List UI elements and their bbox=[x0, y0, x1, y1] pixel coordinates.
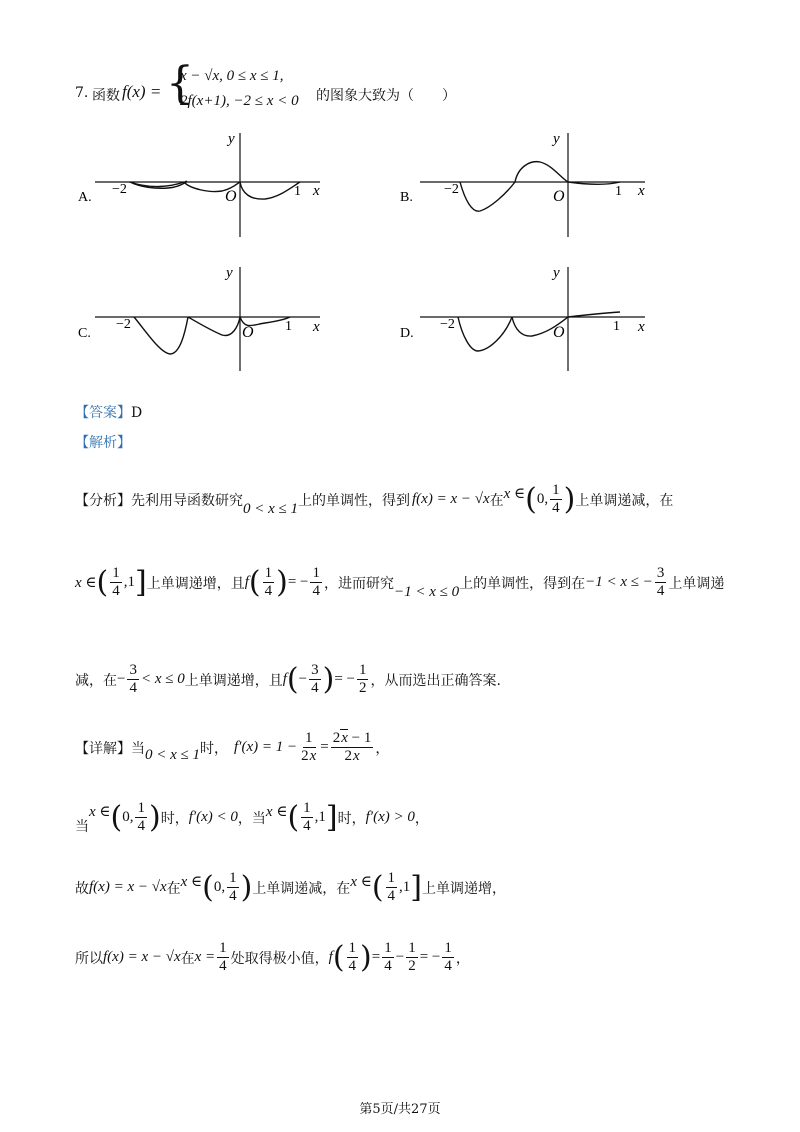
fenxi-math: −1 < x ≤ 0 bbox=[393, 584, 460, 600]
xiangjie-math: f′(x) = 1 − bbox=[234, 739, 298, 755]
xiangjie-line-2: 当 x ∈ ( 0, $\frac{1}{4}$ ) 时， f′(x) < 0 ，当 x ∈ ( $\frac{1}{4}$ ,1 ] 时， f′(x) > 0 ， bbox=[75, 799, 429, 835]
xiangjie-text: 时， bbox=[337, 810, 366, 827]
xiangjie-math: f(x) = x − √x bbox=[103, 949, 181, 965]
xiangjie-text: 上单调递增， bbox=[422, 880, 507, 897]
fenxi-text: ，从而选出正确答案. bbox=[370, 672, 501, 689]
options-graphs bbox=[60, 125, 760, 375]
fenxi-text: 在 bbox=[489, 492, 504, 509]
svg-text:x: x bbox=[638, 319, 645, 335]
svg-text:y: y bbox=[226, 265, 233, 281]
svg-text:1: 1 bbox=[285, 319, 292, 334]
xiangjie-text: 处取得极小值， bbox=[230, 950, 329, 967]
xiangjie-text: 上单调递减，在 bbox=[252, 880, 351, 897]
fenxi-text: 上的单调性，得到 bbox=[298, 492, 411, 509]
svg-text:x: x bbox=[313, 183, 320, 199]
fenxi-math: < x ≤ 0 bbox=[140, 671, 185, 687]
fenxi-tag: 【分析】 bbox=[75, 492, 131, 509]
fenxi-line-1: 【分析】 先利用导函数研究 0 < x ≤ 1 上的单调性，得到 f(x) = x − √x 在 x ∈ ( 0, $\frac{1}{4}$ ) 上单调递减，在 bbox=[75, 481, 674, 517]
function-name: f(x) = bbox=[122, 82, 162, 101]
svg-text:y: y bbox=[228, 131, 235, 147]
xiangjie-tag: 【详解】 bbox=[75, 740, 131, 757]
svg-text:O: O bbox=[553, 324, 565, 341]
xiangjie-math: f′(x) > 0 bbox=[365, 809, 415, 825]
piecewise-brace: { bbox=[166, 58, 194, 109]
svg-text:D.: D. bbox=[400, 326, 414, 341]
svg-text:−2: −2 bbox=[444, 182, 459, 197]
fenxi-text: 上单调递增，且 bbox=[184, 672, 283, 689]
xiangjie-text: ，当 bbox=[237, 810, 266, 827]
svg-text:O: O bbox=[225, 188, 237, 205]
fenxi-math: −1 < x ≤ − bbox=[585, 574, 653, 590]
answer-tag: 【答案】 bbox=[75, 405, 131, 421]
xiangjie-text: ， bbox=[455, 950, 470, 967]
xiangjie-text: 在 bbox=[180, 950, 195, 967]
svg-text:O: O bbox=[242, 324, 254, 341]
xiangjie-line-4: 所以 f(x) = x − √x 在 x = $\frac{1}{4}$ 处取得极小值， f ( $\frac{1}{4}$ ) = $\frac{1}{4}$ − $\frac{1}{2}$ = − $\frac{1}{4}$ ， bbox=[75, 939, 470, 975]
option-d-graph bbox=[400, 265, 645, 371]
answer-line bbox=[75, 402, 142, 422]
option-a-graph bbox=[78, 131, 320, 237]
fenxi-math: x ∈ bbox=[503, 486, 526, 502]
analysis-tag: 【解析】 bbox=[75, 435, 131, 451]
question-number: 7. bbox=[75, 85, 89, 101]
xiangjie-text: 在 bbox=[166, 880, 181, 897]
piece-2: 2f(x+1), −2 ≤ x < 0 bbox=[180, 93, 299, 109]
fenxi-text: 减，在 bbox=[75, 672, 117, 689]
svg-text:A.: A. bbox=[78, 190, 92, 205]
option-c-graph bbox=[78, 265, 320, 371]
svg-text:x: x bbox=[313, 319, 320, 335]
svg-text:y: y bbox=[553, 265, 560, 281]
svg-text:−2: −2 bbox=[440, 317, 455, 332]
svg-text:y: y bbox=[553, 131, 560, 147]
xiangjie-math: 0 < x ≤ 1 bbox=[145, 747, 201, 763]
svg-text:−2: −2 bbox=[116, 317, 131, 332]
xiangjie-math: f(x) = x − √x bbox=[89, 879, 167, 895]
svg-text:B.: B. bbox=[400, 190, 413, 205]
xiangjie-text: 时， bbox=[160, 810, 189, 827]
xiangjie-line-3: 故 f(x) = x − √x 在 x ∈ ( 0, $\frac{1}{4}$ ) 上单调递减，在 x ∈ ( $\frac{1}{4}$ ,1 ] 上单调递增， bbox=[75, 869, 507, 905]
fenxi-math: f(x) = x − √x bbox=[412, 491, 490, 507]
xiangjie-text: 时， bbox=[200, 740, 229, 757]
xiangjie-text: ， bbox=[414, 810, 429, 827]
fenxi-text: ，进而研究 bbox=[323, 575, 394, 592]
question-suffix: 的图象大致为（ ） bbox=[316, 88, 456, 104]
piece-1: x − √x, 0 ≤ x ≤ 1, bbox=[180, 68, 284, 84]
fenxi-text: 上单调递 bbox=[668, 575, 725, 592]
svg-text:1: 1 bbox=[294, 184, 301, 199]
fenxi-math: x ∈ bbox=[75, 575, 97, 591]
answer-value: D bbox=[131, 405, 143, 421]
svg-text:1: 1 bbox=[613, 319, 620, 334]
svg-text:−2: −2 bbox=[112, 182, 127, 197]
svg-text:O: O bbox=[553, 188, 565, 205]
xiangjie-math: f′(x) < 0 bbox=[188, 809, 238, 825]
xiangjie-text: 当 bbox=[75, 818, 89, 835]
fenxi-line-3: 减，在 − $\frac{3}{4}$ < x ≤ 0 上单调递增，且 f ( − $\frac{3}{4}$ ) = − $\frac{1}{2}$ ，从而选出正确答案. bbox=[75, 661, 501, 697]
xiangjie-text: 所以 bbox=[75, 950, 103, 967]
fenxi-math: 0 < x ≤ 1 bbox=[243, 501, 299, 517]
xiangjie-text: 故 bbox=[75, 880, 89, 897]
xiangjie-text: 当 bbox=[131, 740, 145, 757]
fenxi-line-2: x ∈ ( $\frac{1}{4}$ ,1 ] 上单调递增，且 f ( $\frac{1}{4}$ ) = − $\frac{1}{4}$ ，进而研究 −1 < x ≤ 0 上的单调性，得到在 −1 < x ≤ − $\frac{3}{4}$ 上单调递 bbox=[75, 564, 725, 600]
fenxi-text: 先利用导函数研究 bbox=[131, 492, 243, 509]
option-b-graph bbox=[400, 131, 645, 237]
fenxi-text: 上单调递增，且 bbox=[146, 575, 245, 592]
svg-text:1: 1 bbox=[615, 184, 622, 199]
fenxi-text: 上单调递减，在 bbox=[575, 492, 674, 509]
xiangjie-line-1: 【详解】 当 0 < x ≤ 1 时， f′(x) = 1 − $\frac{1}{2x}$ = $\frac{2x - 1}{2x}$ ， bbox=[75, 730, 390, 764]
svg-text:C.: C. bbox=[78, 326, 91, 341]
question-prefix: 函数 bbox=[92, 88, 120, 104]
fenxi-text: 上的单调性，得到在 bbox=[459, 575, 586, 592]
page-footer: 第5页/共27页 bbox=[359, 1102, 441, 1117]
svg-text:x: x bbox=[638, 183, 645, 199]
